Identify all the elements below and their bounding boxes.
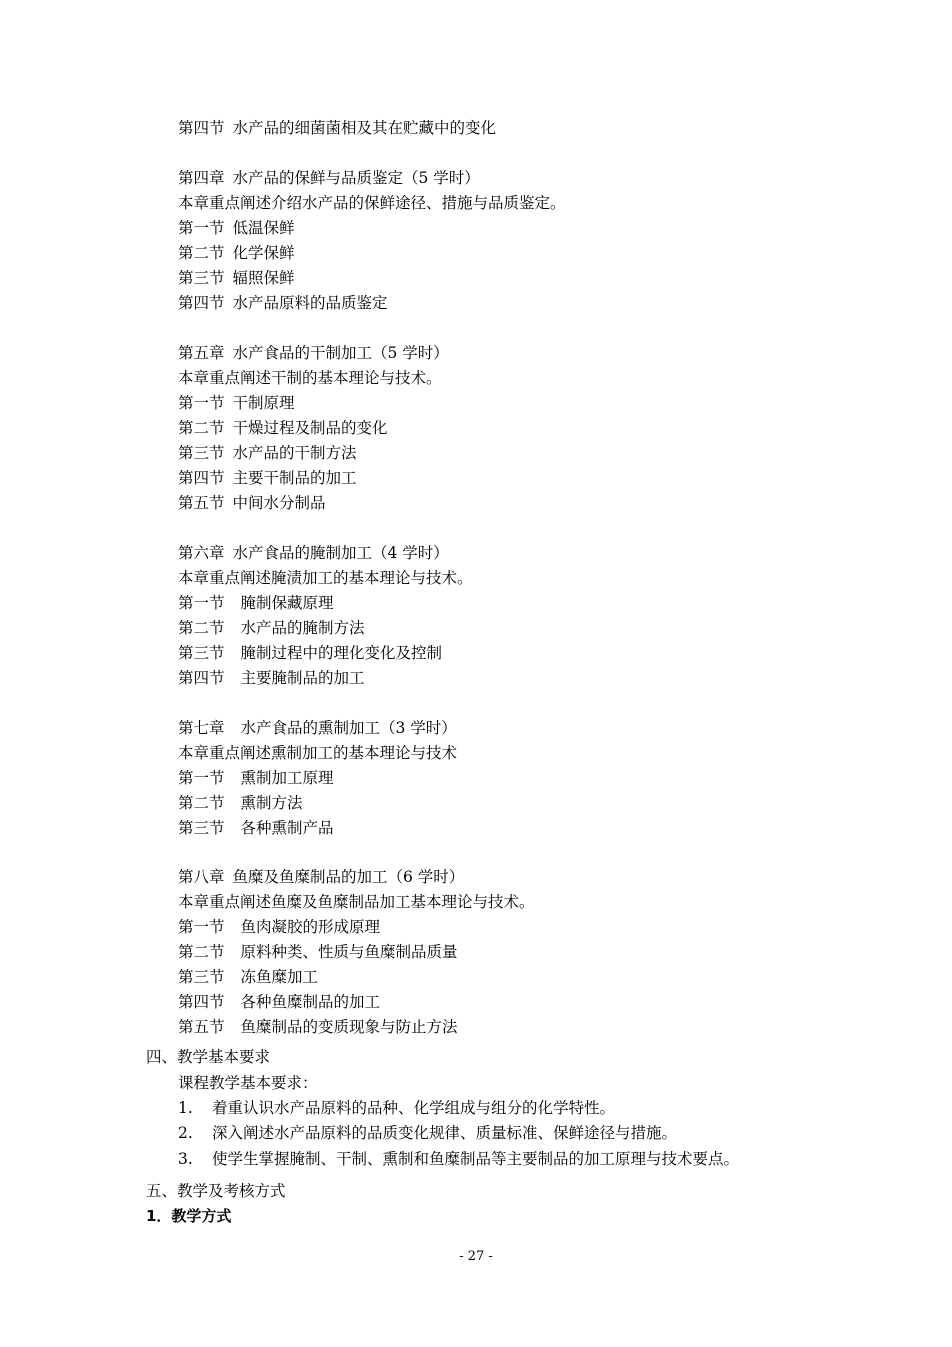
section-line — [178, 443, 357, 463]
chapter-heading — [178, 543, 449, 563]
section-number: 第二节 — [178, 244, 225, 262]
section-line — [178, 668, 365, 688]
chapter-title: 水产食品的熏制加工（3 学时） — [240, 719, 457, 737]
part-heading: 四、教学基本要求 — [146, 1048, 271, 1066]
section-number: 第四节 — [178, 294, 225, 312]
section-title: 腌制保藏原理 — [240, 594, 334, 612]
section-title: 低温保鲜 — [232, 219, 295, 237]
chapter-title: 鱼糜及鱼糜制品的加工（6 学时） — [232, 868, 465, 886]
section-line — [178, 243, 295, 263]
section-line — [178, 643, 442, 663]
chapter-heading — [178, 867, 464, 887]
section-title: 水产品的腌制方法 — [240, 619, 365, 637]
item-text: 深入阐述水产品原料的品质变化规律、质量标准、保鲜途径与措施。 — [212, 1124, 678, 1142]
section-number: 第二节 — [178, 943, 225, 961]
section-title: 水产品的干制方法 — [232, 444, 357, 462]
section-number: 第三节 — [178, 269, 225, 287]
requirement-item — [178, 1149, 739, 1169]
section-title: 鱼肉凝胶的形成原理 — [240, 918, 381, 936]
section-title: 主要干制品的加工 — [232, 469, 357, 487]
chapter-summary: 本章重点阐述介绍水产品的保鲜途径、措施与品质鉴定。 — [178, 194, 566, 212]
requirement-item — [178, 1098, 615, 1118]
section-number: 第四节 — [178, 669, 225, 687]
section-title: 干燥过程及制品的变化 — [232, 419, 388, 437]
section-number: 第四节 — [178, 993, 225, 1011]
section-title: 辐照保鲜 — [232, 269, 295, 287]
section-number: 第二节 — [178, 794, 225, 812]
item-number: 2. — [178, 1124, 193, 1142]
chapter-summary: 本章重点阐述腌渍加工的基本理论与技术。 — [178, 569, 473, 587]
requirement-item — [178, 1123, 677, 1143]
section-line — [178, 268, 295, 288]
section-line — [178, 917, 380, 937]
section-title: 干制原理 — [232, 394, 295, 412]
section-line — [178, 768, 334, 788]
section-number: 第三节 — [178, 644, 225, 662]
section-number: 第五节 — [178, 1018, 225, 1036]
section-line — [178, 293, 388, 313]
section-title: 中间水分制品 — [232, 494, 326, 512]
section-number: 第一节 — [178, 219, 225, 237]
item-number: 1. — [178, 1099, 193, 1117]
section-title: 各种熏制产品 — [240, 819, 334, 837]
section-number: 第三节 — [178, 968, 225, 986]
chapter-summary: 本章重点阐述熏制加工的基本理论与技术 — [178, 744, 458, 762]
chapter-number: 第五章 — [178, 344, 225, 362]
section-line — [178, 418, 388, 438]
chapter-heading — [178, 718, 457, 738]
page-number: - 27 - — [459, 1249, 493, 1264]
requirements-intro: 课程教学基本要求： — [178, 1074, 318, 1092]
section-line — [178, 942, 458, 962]
chapter-title: 水产食品的腌制加工（4 学时） — [232, 544, 449, 562]
section-number: 第二节 — [178, 419, 225, 437]
section-number: 第三节 — [178, 819, 225, 837]
section-line — [178, 468, 357, 488]
section-title: 冻鱼糜加工 — [240, 968, 319, 986]
item-text: 使学生掌握腌制、干制、熏制和鱼糜制品等主要制品的加工原理与技术要点。 — [212, 1150, 740, 1168]
chapter-heading — [178, 343, 449, 363]
section-title: 熏制方法 — [240, 794, 303, 812]
section-line — [178, 967, 318, 987]
section-line — [178, 218, 295, 238]
part-heading: 五、教学及考核方式 — [146, 1182, 286, 1200]
chapter-heading — [178, 168, 480, 188]
section-line — [178, 818, 334, 838]
chapter-number: 第六章 — [178, 544, 225, 562]
section-number: 第五节 — [178, 494, 225, 512]
section-title: 主要腌制品的加工 — [240, 669, 365, 687]
section-number: 第四节 — [178, 119, 225, 137]
chapter-number: 第四章 — [178, 169, 225, 187]
section-line — [178, 393, 295, 413]
section-line — [178, 118, 496, 138]
chapter-summary: 本章重点阐述干制的基本理论与技术。 — [178, 369, 442, 387]
section-number: 第一节 — [178, 394, 225, 412]
subheading: 1．教学方式 — [146, 1207, 232, 1225]
section-title: 化学保鲜 — [232, 244, 295, 262]
section-number: 第一节 — [178, 769, 225, 787]
section-line — [178, 793, 303, 813]
section-number: 第三节 — [178, 444, 225, 462]
section-title: 腌制过程中的理化变化及控制 — [240, 644, 443, 662]
section-number: 第四节 — [178, 469, 225, 487]
chapter-number: 第八章 — [178, 868, 225, 886]
section-number: 第一节 — [178, 594, 225, 612]
section-number: 第一节 — [178, 918, 225, 936]
item-text: 着重认识水产品原料的品种、化学组成与组分的化学特性。 — [212, 1099, 616, 1117]
chapter-title: 水产食品的干制加工（5 学时） — [232, 344, 449, 362]
section-title: 原料种类、性质与鱼糜制品质量 — [240, 943, 458, 961]
chapter-summary: 本章重点阐述鱼糜及鱼糜制品加工基本理论与技术。 — [178, 893, 535, 911]
chapter-title: 水产品的保鲜与品质鉴定（5 学时） — [232, 169, 480, 187]
section-title: 各种鱼糜制品的加工 — [240, 993, 381, 1011]
chapter-number: 第七章 — [178, 719, 225, 737]
section-line — [178, 593, 334, 613]
section-number: 第二节 — [178, 619, 225, 637]
section-line — [178, 493, 326, 513]
item-number: 3. — [178, 1150, 193, 1168]
section-title: 水产品的细菌菌相及其在贮藏中的变化 — [232, 119, 497, 137]
section-line — [178, 1017, 458, 1037]
section-title: 水产品原料的品质鉴定 — [232, 294, 388, 312]
section-line — [178, 618, 365, 638]
section-title: 熏制加工原理 — [240, 769, 334, 787]
section-line — [178, 992, 380, 1012]
section-title: 鱼糜制品的变质现象与防止方法 — [240, 1018, 458, 1036]
